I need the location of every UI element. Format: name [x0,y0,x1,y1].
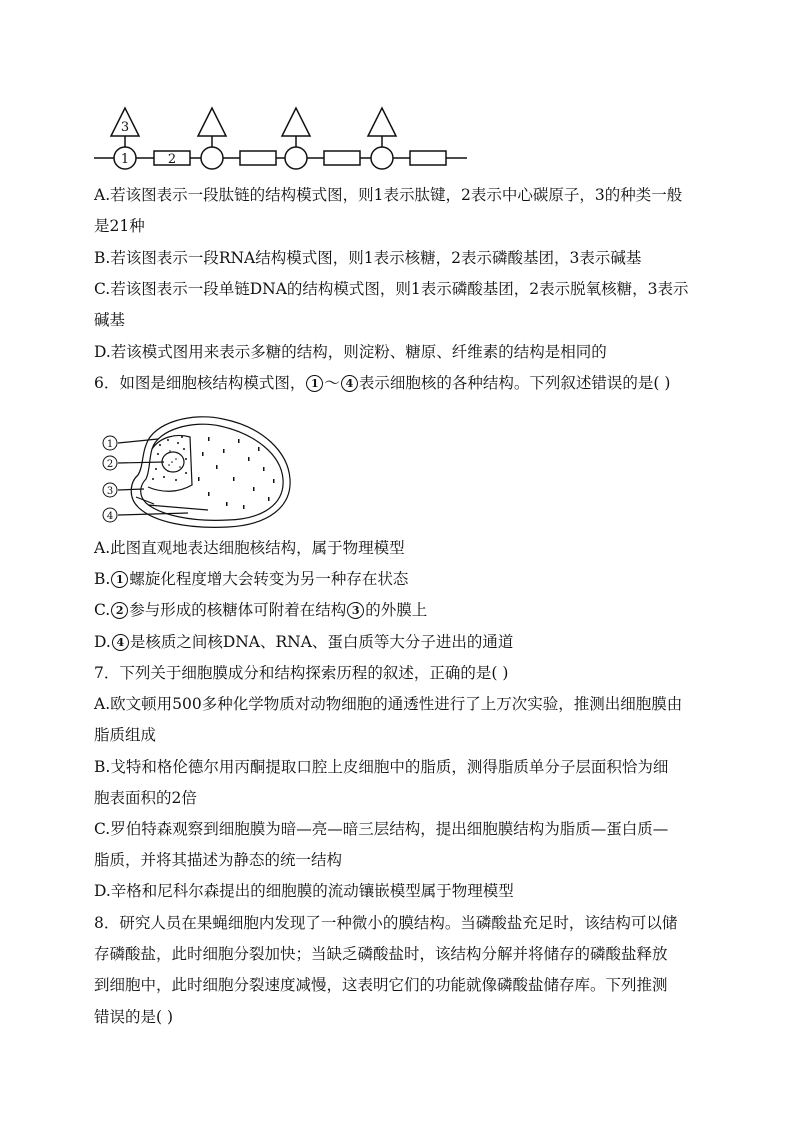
nucleus-structure-figure [98,407,298,532]
q7-option-a-line2: 脂质组成 [94,726,157,744]
q8-stem-line1: 8．研究人员在果蝇细胞内发现了一种微小的膜结构。当磷酸盐充足时，该结构可以储 [94,914,678,932]
q6-option-b-prefix: B. [94,570,111,588]
q7-option-c-line1: C.罗伯特森观察到细胞膜为暗—亮—暗三层结构，提出细胞膜结构为脂质—蛋白质— [94,820,669,838]
circled-number-2: 2 [111,602,128,619]
q6-option-b-text: 螺旋化程度增大会转变为另一种存在状态 [129,570,409,588]
q5-option-b: B.若该图表示一段RNA结构模式图，则1表示核糖，2表示磷酸基团，3表示碱基 [94,249,642,267]
circled-number-1: 1 [306,375,323,392]
chain-circle [371,147,393,169]
chain-circle [201,147,223,169]
q5-option-c-line1: C.若该图表示一段单链DNA的结构模式图，则1表示磷酸基团，2表示脱氧核糖，3表示 [94,280,689,298]
q6-option-d [94,632,704,652]
chain-rectangle [324,151,360,165]
q8-stem-line3: 到细胞中，此时细胞分裂速度减慢，这表明它们的功能就像磷酸盐储存库。下列推测 [94,976,668,994]
q6-stem-text-c: 表示细胞核的各种结构。下列叙述错误的是( ) [358,374,671,392]
circled-number-3: 3 [347,602,364,619]
chain-triangle [198,108,226,136]
q8-stem-line4: 错误的是( ) [94,1008,174,1026]
chain-structure-figure [92,103,472,173]
q6-option-b [94,569,704,589]
nucleus-label-3: 3 [106,486,114,497]
q6-stem-text-a: 6．如图是细胞核结构模式图， [94,374,306,392]
chain-label-2: 2 [167,152,177,167]
q5-option-a-line2: 是21种 [94,217,145,235]
nucleus-label-2: 2 [106,459,114,470]
q7-stem: 7．下列关于细胞膜成分和结构探索历程的叙述，正确的是( ) [94,664,509,682]
q6-option-c-end: 的外膜上 [365,601,428,619]
q6-option-c [94,600,704,620]
chain-triangle [282,108,310,136]
q5-option-c-line2: 碱基 [94,311,126,329]
q6-option-c-prefix: C. [94,601,111,619]
chain-circle [285,147,307,169]
nucleus-label-4: 4 [106,511,114,522]
q6-stem [94,373,704,393]
nucleolus [162,452,184,472]
q7-option-b-line2: 胞表面积的2倍 [94,789,197,807]
q7-option-d: D.辛格和尼科尔森提出的细胞膜的流动镶嵌模型属于物理模型 [94,882,514,900]
q7-option-c-line2: 脂质，并将其描述为静态的统一结构 [94,851,343,869]
q6-option-d-text: 是核质之间核DNA、RNA、蛋白质等大分子进出的通道 [129,633,514,651]
chain-triangle [368,108,396,136]
circled-number-1: 1 [111,571,128,588]
q8-stem-line2: 存磷酸盐，此时细胞分裂加快；当缺乏磷酸盐时，该结构分解并将储存的磷酸盐释放 [94,945,668,963]
q6-option-a: A.此图直观地表达细胞核结构，属于物理模型 [94,539,405,557]
q6-option-d-prefix: D. [94,633,111,651]
q7-option-b-line1: B.戈特和格伦德尔用丙酮提取口腔上皮细胞中的脂质，测得脂质单分子层面积恰为细 [94,758,669,776]
nucleus-label-1: 1 [106,439,114,450]
q6-option-c-text: 参与形成的核糖体可附着在结构 [129,601,347,619]
chain-label-3: 3 [120,120,130,135]
q5-option-a-line1: A.若该图表示一段肽链的结构模式图，则1表示肽键，2表示中心碳原子，3的种类一般 [94,186,683,204]
chain-rectangle [240,151,276,165]
q7-option-a-line1: A.欧文顿用500多种化学物质对动物细胞的通透性进行了上万次实验，推测出细胞膜由 [94,695,683,713]
circled-number-4: 4 [112,634,129,651]
q5-option-d: D.若该模式图用来表示多糖的结构，则淀粉、糖原、纤维素的结构是相同的 [94,343,607,361]
q6-stem-text-b: ～ [324,374,340,392]
chain-rectangle [410,151,446,165]
circled-number-4: 4 [341,375,358,392]
chain-label-1: 1 [120,152,130,167]
